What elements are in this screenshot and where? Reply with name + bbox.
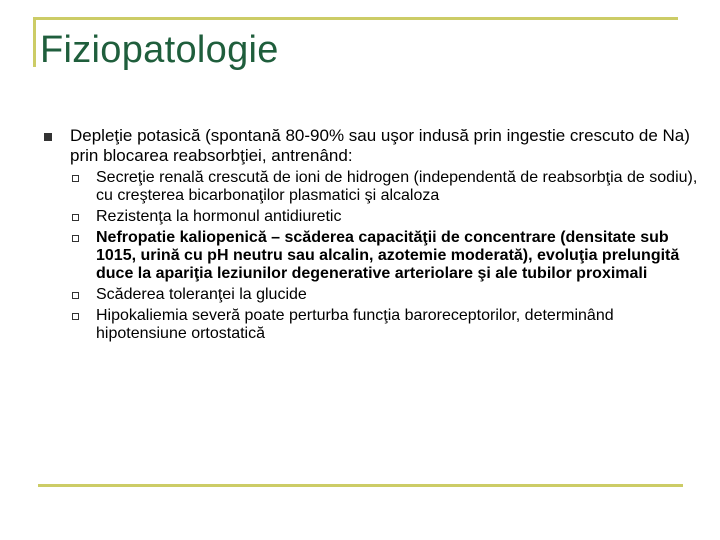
main-bullet-point — [0, 126, 720, 166]
filled-square-bullet-icon — [44, 133, 52, 141]
title-left-rule — [33, 17, 36, 67]
sub-bullet-list — [0, 169, 720, 343]
sub-bullet-text: Hipokaliemia severă poate perturba funcţia baroreceptorilor, determinând hipotensiune ortostatică — [96, 307, 614, 342]
sub-bullet-item — [0, 169, 720, 205]
hollow-square-bullet-icon — [72, 175, 79, 182]
slide-body — [0, 126, 720, 343]
hollow-square-bullet-icon — [72, 214, 79, 221]
sub-bullet-text: Scăderea toleranţei la glucide — [96, 286, 307, 303]
sub-bullet-item — [0, 208, 720, 226]
sub-bullet-item — [0, 229, 720, 283]
sub-bullet-text: Secreţie renală crescută de ioni de hidrogen (independentă de reabsorbţia de sodiu), cu creşterea bicarbonaţilor plasmatici şi alcaloza — [96, 169, 698, 204]
sub-bullet-text: Rezistenţa la hormonul antidiuretic — [96, 208, 342, 225]
footer-rule — [38, 484, 683, 487]
hollow-square-bullet-icon — [72, 313, 79, 320]
sub-bullet-item — [0, 307, 720, 343]
main-bullet-text: Depleţie potasică (spontană 80-90% sau uşor indusă prin ingestie crescuto de Na) prin blocarea reabsorbţiei, antrenând: — [70, 126, 690, 165]
title-top-rule — [33, 17, 678, 20]
hollow-square-bullet-icon — [72, 292, 79, 299]
sub-bullet-item — [0, 286, 720, 304]
hollow-square-bullet-icon — [72, 235, 79, 242]
slide-title: Fiziopatologie — [40, 29, 279, 71]
sub-bullet-text: Nefropatie kaliopenică – scăderea capacităţii de concentrare (densitate sub 1015, urină cu pH neutru sau alcalin, azotemie moderată), evoluţia prelungită duce la apariţia leziunilor degenerative arteriolare şi ale tubilor proximali — [96, 229, 680, 282]
